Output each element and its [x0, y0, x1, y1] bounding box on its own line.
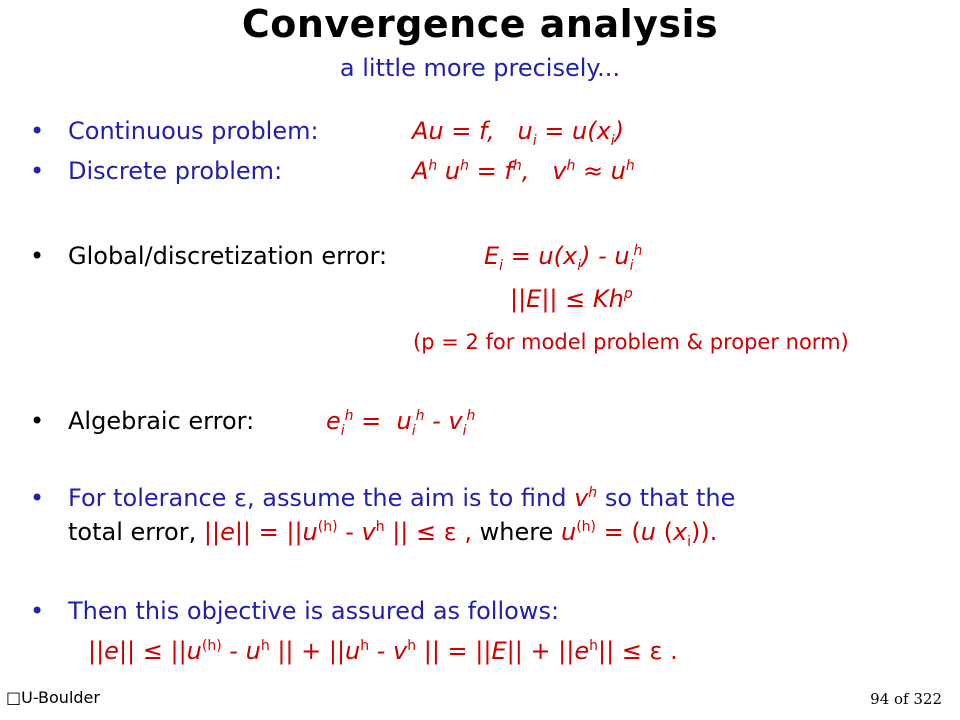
continuous-problem-label: Continuous problem: — [68, 117, 319, 145]
model-problem-note: (p = 2 for model problem & proper norm) — [413, 330, 849, 354]
algebraic-error-equation: $e_i^h = u_i^h - v_i^h$ — [326, 407, 476, 439]
objective-text: Then this objective is assured as follows: — [68, 597, 560, 625]
algebraic-error-label: Algebraic error: — [68, 407, 255, 435]
discrete-problem-equation: $A^h$ $u^h = f^h$, $v^h \approx u^h$ — [412, 157, 635, 185]
discretization-error-equation: $E_i = u(x_i) - u_i^h$ — [484, 242, 643, 274]
bullet-dot: • — [30, 484, 45, 512]
continuous-problem-equation: Au = f, $u_i = u(x_i)$ — [412, 117, 625, 149]
tolerance-text-line2: total error, $||e|| = ||u^{(h)} - v^h$ || ≤ ε , where $u^{(h)} = (u$ $(x_i)$). — [68, 518, 718, 550]
error-norm-bound: $||E|| \le Kh^p$ — [510, 285, 633, 313]
bullet-dot: • — [30, 242, 45, 270]
bullet-dot: • — [30, 407, 45, 435]
final-inequality: $||e|| \le ||u^{(h)} - u^h$ || + $||u^h - v^h$ || = $||E|| + ||e^h|| \le \varepsilon$ . — [88, 637, 678, 665]
bullet-dot: • — [30, 157, 45, 185]
bullet-dot: • — [30, 117, 45, 145]
slide-title: Convergence analysis — [241, 2, 719, 46]
bullet-dot: • — [30, 597, 45, 625]
footer-institution: □U-Boulder — [6, 688, 100, 707]
page-number: 94 of 322 — [870, 690, 942, 708]
discretization-error-label: Global/discretization error: — [68, 242, 388, 270]
discrete-problem-label: Discrete problem: — [68, 157, 283, 185]
tolerance-text-line1: For tolerance ε, assume the aim is to find $v^h$ so that the — [68, 484, 736, 512]
slide-subtitle: a little more precisely... — [339, 54, 621, 82]
